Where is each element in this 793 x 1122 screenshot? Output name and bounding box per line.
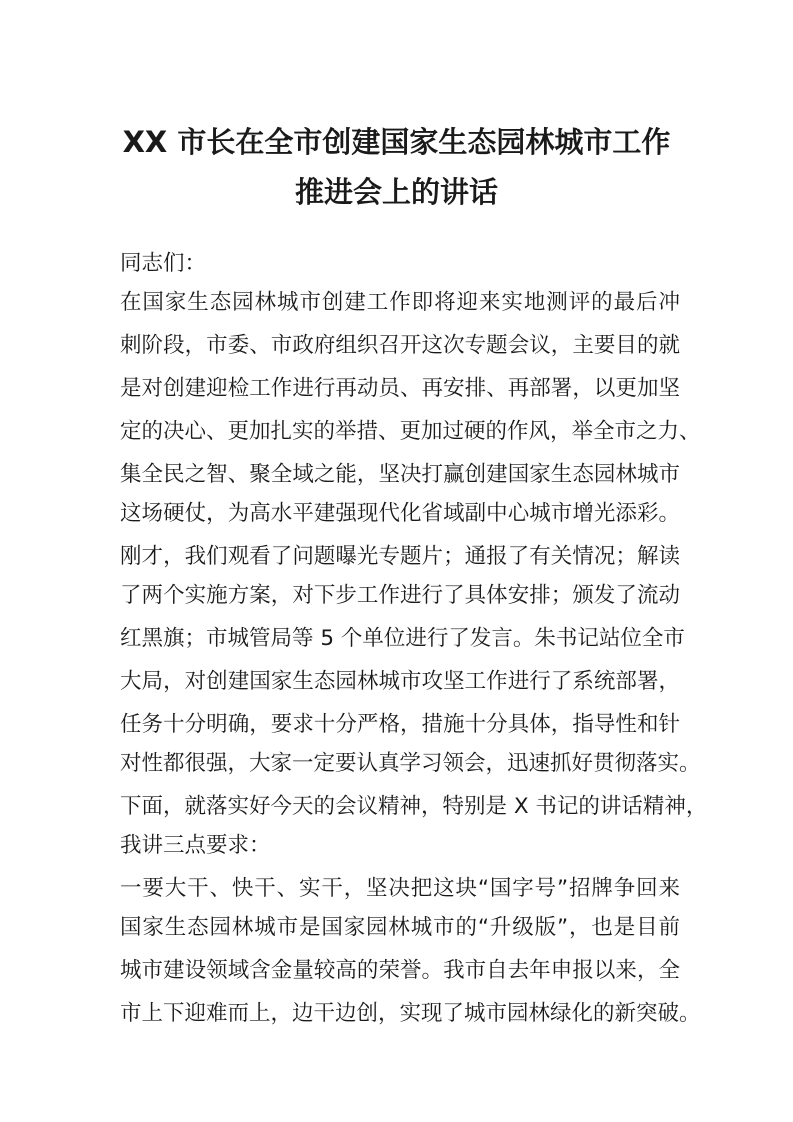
- body-line: 定的决心、更加扎实的举措、更加过硬的作风，举全市之力、: [120, 419, 701, 444]
- body-line: 刚才，我们观看了问题曝光专题片；通报了有关情况；解读: [120, 544, 680, 569]
- body-line: 是对创建迎检工作进行再动员、再安排、再部署，以更加坚: [120, 376, 680, 401]
- body-line: 了两个实施方案，对下步工作进行了具体安排；颁发了流动: [120, 583, 680, 608]
- body-line: 大局，对创建国家生态园林城市攻坚工作进行了系统部署，: [120, 669, 680, 694]
- body-line: 我讲三点要求：: [120, 833, 271, 858]
- body-line: 红黑旗；市城管局等 5 个单位进行了发言。朱书记站位全市: [120, 626, 685, 651]
- body-line: 在国家生态园林城市创建工作即将迎来实地测评的最后冲: [120, 290, 680, 315]
- body-line: 对性都很强，大家一定要认真学习领会，迅速抓好贯彻落实。: [120, 751, 701, 776]
- body-line: 城市建设领域含金量较高的荣誉。我市自去年申报以来，全: [120, 958, 680, 983]
- body-line: 这场硬仗，为高水平建强现代化省域副中心城市增光添彩。: [120, 501, 680, 526]
- section-heading: 一要大干、快干、实干，坚决把这块“国字号”招牌争回来: [120, 876, 680, 901]
- body-line: 集全民之智、聚全域之能，坚决打赢创建国家生态园林城市: [120, 462, 680, 487]
- body-line: 任务十分明确，要求十分严格，措施十分具体，指导性和针: [120, 712, 680, 737]
- salutation: 同志们：: [120, 251, 207, 276]
- body-line: 刺阶段，市委、市政府组织召开这次专题会议，主要目的就: [120, 333, 680, 358]
- document-title-line-2: 推进会上的讲话: [294, 175, 498, 209]
- body-line: 下面，就落实好今天的会议精神，特别是 X 书记的讲话精神，: [120, 794, 708, 819]
- body-line: 市上下迎难而上，边干边创，实现了城市园林绿化的新突破。: [120, 1001, 701, 1026]
- document-title-line-1: XX 市长在全市创建国家生态园林城市工作: [122, 125, 671, 159]
- body-line: 国家生态园林城市是国家园林城市的“升级版”，也是目前: [120, 915, 680, 940]
